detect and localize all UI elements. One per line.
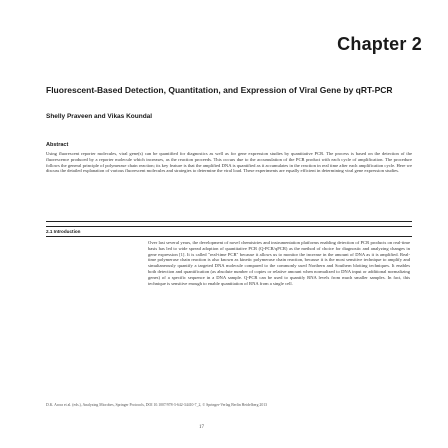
section-divider [46,226,412,227]
chapter-label: Chapter 2 [337,34,422,54]
abstract-divider-top [46,221,412,222]
abstract-heading: Abstract [46,142,69,148]
author-list: Shelly Praveen and Vikas Koundal [46,113,153,120]
page-number: 17 [199,425,204,430]
chapter-title: Fluorescent-Based Detection, Quantitation, and Expression of Viral Gene by qRT-PCR [46,85,393,95]
section-heading-underline [46,236,412,237]
section-heading-introduction: 2.1 Introduction [46,229,81,234]
abstract-text: Using fluorescent reporter molecules, viral gene(s) can be quantified for diagnostics as well as for gene expression studies by quantitative PCR. The process is based on the detection of the fluorescence produced by a reporter molecule which increases, as the reaction proceeds. This occurs due to the accumulation of the PCR product with each cycle of amplification. The procedure follows the general principle of polymerase chain reaction; its key feature is that the amplified DNA is quantified as it accumulates in the reaction in real time after each amplification cycle. Here we discuss the detailed explanation of various fluorescent molecules and strategies to determine the viral load. These experiments are equally efficient in determining viral gene expression studies. [46,151,412,174]
introduction-text: Over last several years, the development of novel chemistries and instrumentation platforms enabling detection of PCR products on real-time basis has led to wide spread adoption of quantitative PCR (Q-PCR/qPCR) as the method of choice for diagnostic and analyzing changes in gene expression [1]. It is called "real-time PCR" because it allows us to monitor the increase in the amount of DNA as it is amplified. Real-time polymerase chain reaction is also known as kinetic polymerase chain reaction, because it is the most sensitive technique to amplify and simultaneously quantify a targeted DNA molecule compared to the commonly used Northern and Southern blotting techniques. It enables both detection and quantification (as absolute number of copies or relative amount when normalized to DNA input or additional normalizing genes) of a specific sequence in a DNA sample. Q-PCR can be used to quantify RNA levels from much smaller samples. In fact, this technique is sensitive enough to enable quantitation of RNA from a single cell. [148,240,410,286]
copyright-footnote: D.K. Arora et al. (eds.), Analyzing Microbes, Springer Protocols, DOI 10.1007/978-3-642-34410-7_2, © Springer-Verlag Berlin Heidelberg 2013 [46,403,268,407]
